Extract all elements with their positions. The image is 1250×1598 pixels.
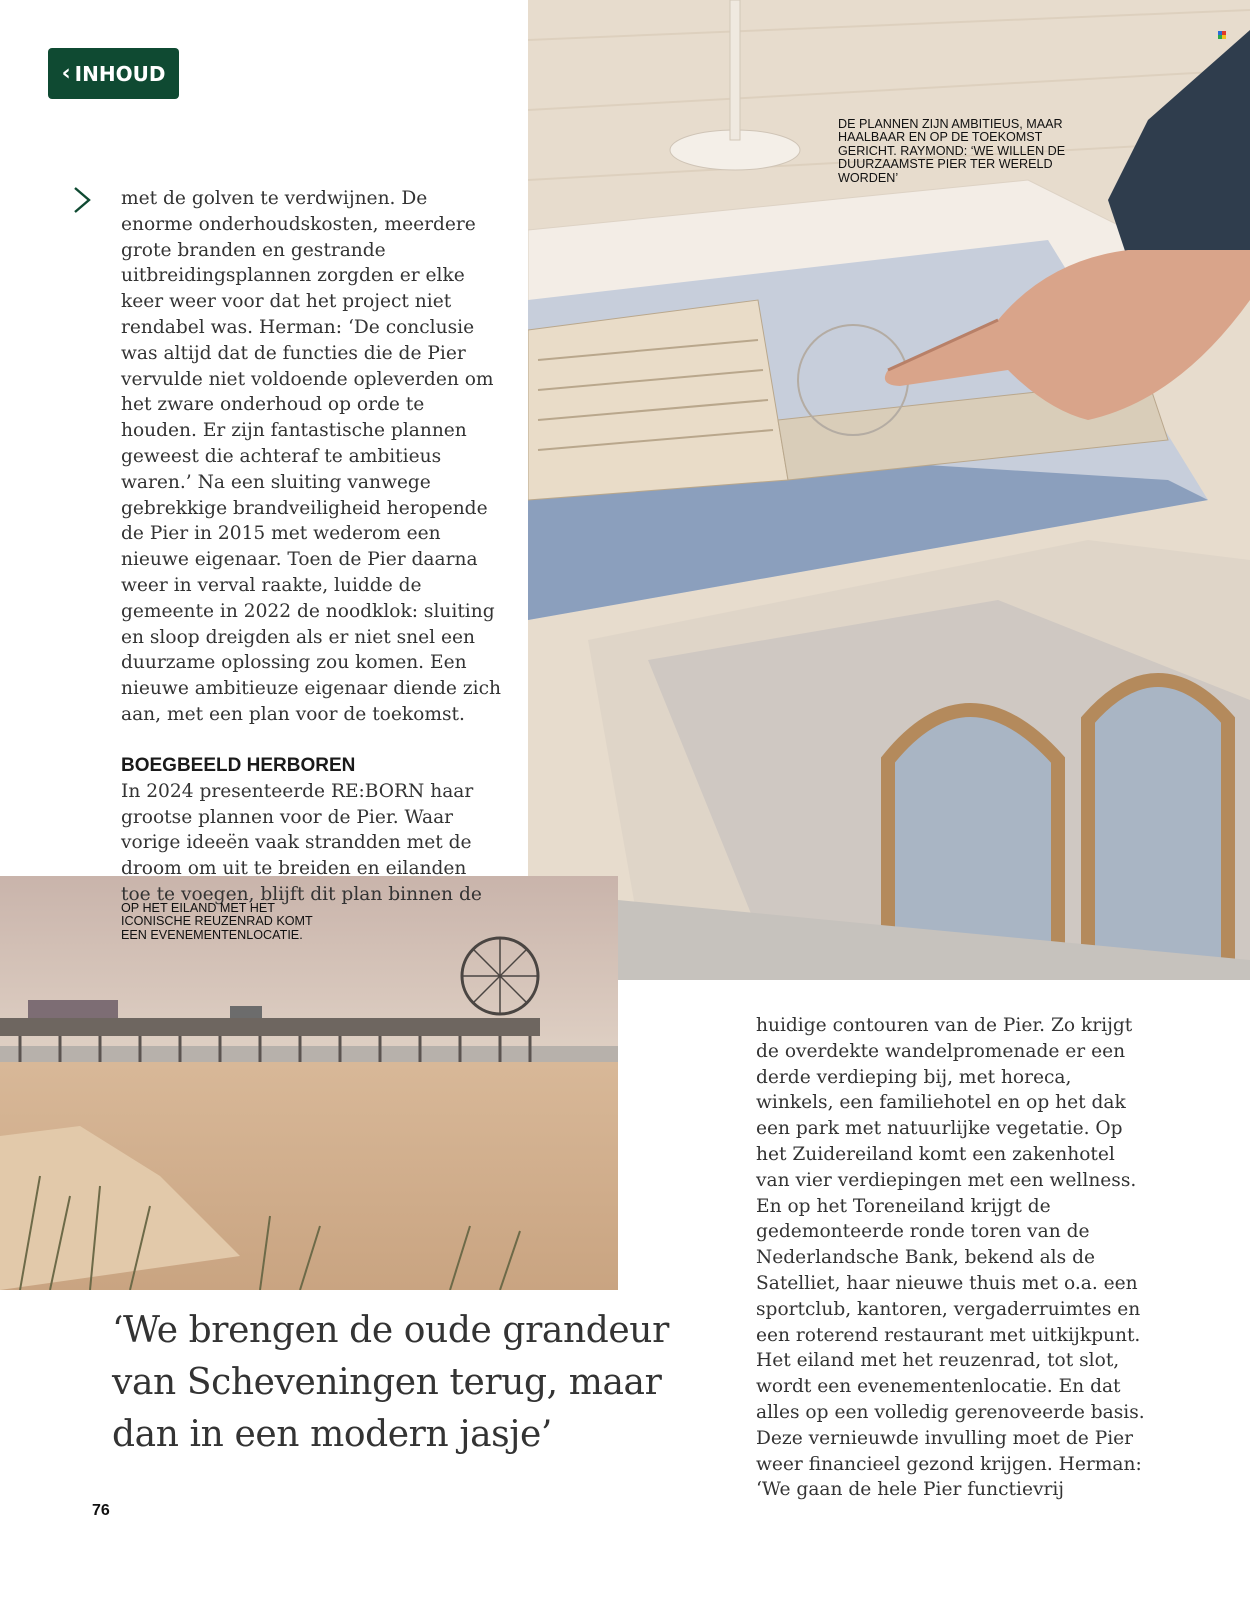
article-column-left (121, 186, 501, 908)
article-paragraph: huidige contouren van de Pier. Zo krijgt de overdekte wandelpromenade er een derde verdieping bij, met horeca, winkels, een familiehotel en op het dak een park met natuurlijke vegetatie. Op het Zuidereiland komt een zakenhotel van vier verdiepingen met een wellness. En op het Toreneiland krijgt de gedemonteerde ronde toren van de Nederlandsche Bank, bekend als de Satelliet, haar nieuwe thuis met o.a. een sportclub, kantoren, vergaderruimtes en een roterend restaurant met uitkijkpunt. Het eiland met het reuzenrad, tot slot, wordt een evenementenlocatie. En dat alles op een volledig gerenoveerde basis. Deze vernieuwde invulling moet de Pier weer financieel gezond krijgen. Herman: ‘We gaan de hele Pier functievrij (756, 1015, 1145, 1501)
chevron-left-icon: ‹ (61, 60, 71, 86)
photo-caption: OP HET EILAND MET HET ICONISCHE REUZENRAD KOMT EEN EVENEMENTENLOCATIE. (121, 901, 313, 942)
inhoud-button[interactable] (48, 48, 179, 99)
page-number: 76 (92, 1502, 110, 1519)
chevron-right-icon (72, 186, 92, 214)
color-mark-icon (1218, 31, 1226, 39)
article-paragraph: met de golven te verdwijnen. De enorme onderhoudskosten, meerdere grote branden en gestrande uitbreidingsplannen zorgden er elke keer weer voor dat het project niet rendabel was. Herman: ‘De conclusie was altijd dat de functies die de Pier vervulde niet voldoende opleverden om het zware onderhoud op orde te houden. Er zijn fantastische plannen geweest die achteraf te ambitieus waren.’ Na een sluiting vanwege gebrekkige brandveiligheid heropende de Pier in 2015 met wederom een nieuwe eigenaar. Toen de Pier daarna weer in verval raakte, luidde de gemeente in 2022 de noodklok: sluiting en sloop dreigden als er niet snel een duurzame oplossing zou komen. Een nieuwe ambitieuze eigenaar diende zich aan, met een plan voor de toekomst. (121, 188, 501, 725)
article-paragraph: In 2024 presenteerde RE:BORN haar grootse plannen voor de Pier. Waar vorige ideeën vaak strandden met de droom om uit te breiden en eilanden toe te voegen, blijft dit plan binnen de (121, 780, 482, 905)
pull-quote: ‘We brengen de oude grandeur van Scheveningen terug, maar dan in een modern jasje’ (112, 1310, 669, 1455)
inhoud-label: INHOUD (74, 61, 166, 86)
section-heading: BOEGBEELD HERBOREN (121, 754, 356, 776)
photo-caption: DE PLANNEN ZIJN AMBITIEUS, MAAR HAALBAAR EN OP DE TOEKOMST GERICHT. RAYMOND: ‘WE WILLEN DE DUURZAAMSTE PIER TER WERELD WORDEN’ (838, 117, 1066, 185)
article-column-right (756, 1013, 1146, 1503)
